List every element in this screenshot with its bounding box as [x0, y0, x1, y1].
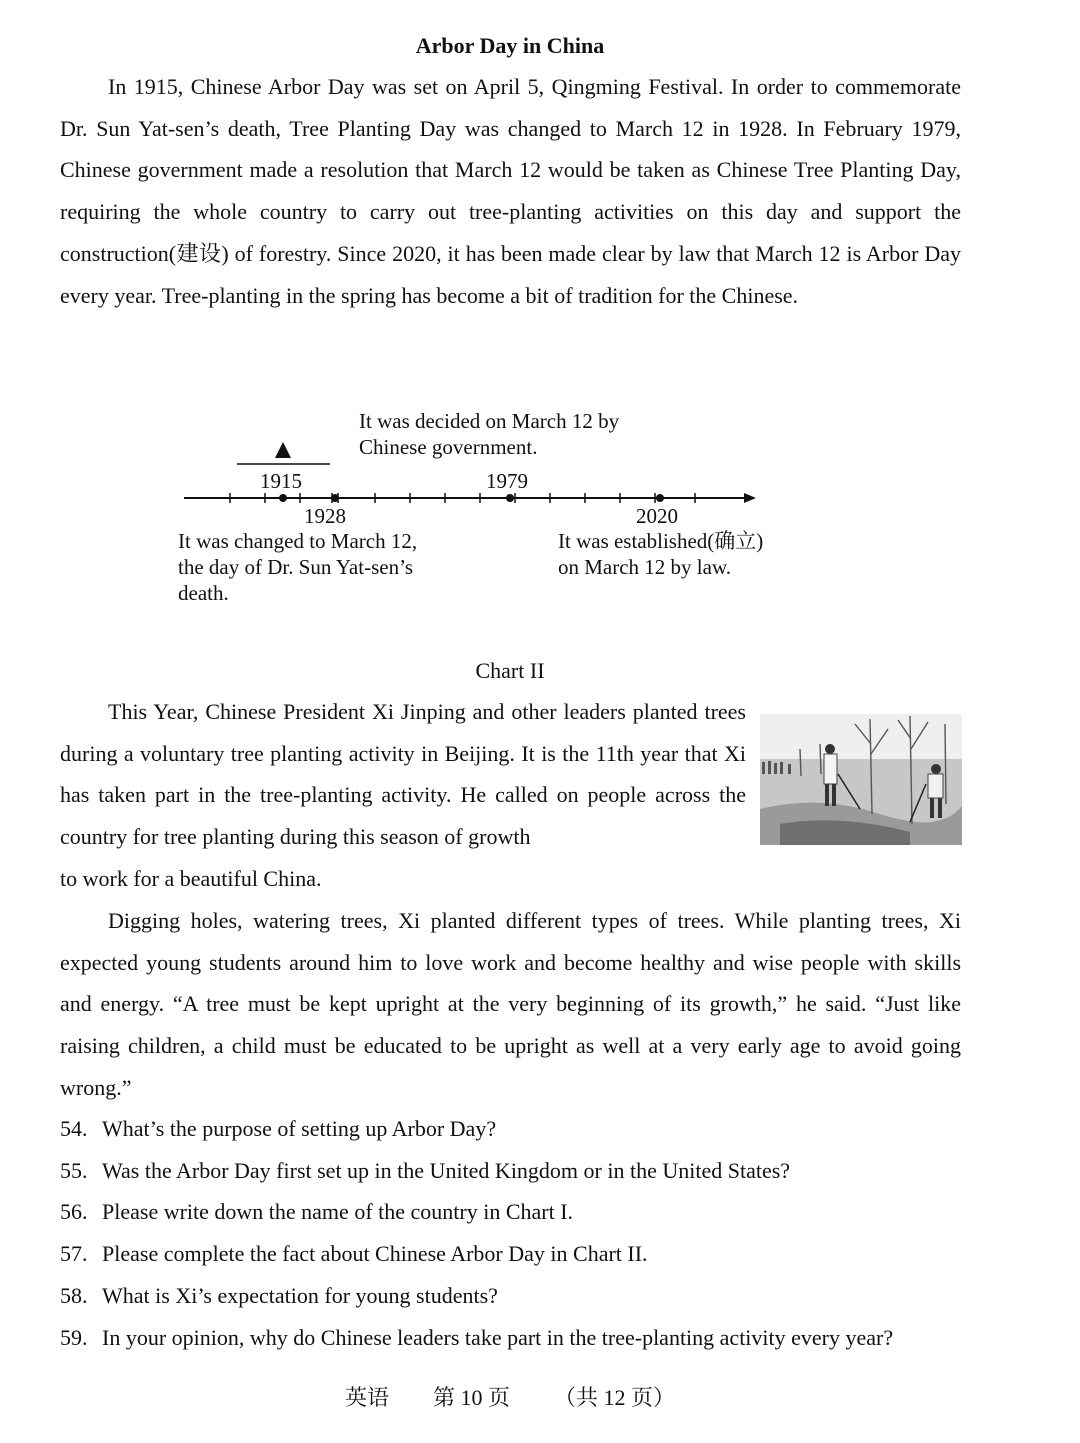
dot-2020: [656, 494, 664, 502]
footer-subject: 英语: [344, 1385, 389, 1410]
tree-planting-photo: [760, 714, 962, 845]
paragraph-expectation: Digging holes, watering trees, Xi planted different types of trees. While planting trees, Xi expected young students around him to love work and become healthy and wise people with skills and energy. “A tree must be kept upright at the very beginning of its growth,” he said. “Just like raising children, a child must be educated to be upright as well at a very early age to avoid going wrong.”: [60, 908, 961, 1100]
question-item: 55. Was the Arbor Day first set up in the United Kingdom or in the United States?: [60, 1157, 791, 1183]
footer-total: （共 12 页）: [554, 1385, 676, 1410]
question-item: 56. Please write down the name of the country in Chart I.: [60, 1199, 574, 1225]
note-2020-line2: on March 12 by law.: [558, 555, 732, 579]
page-footer: [0, 1382, 1020, 1414]
chart-ii-label: Chart II: [475, 658, 545, 683]
note-1928-line1: It was changed to March 12,: [178, 529, 418, 553]
question-item: 57. Please complete the fact about Chinese Arbor Day in Chart II.: [60, 1241, 648, 1267]
dot-1928: [331, 494, 339, 502]
paragraph-xi-planting: This Year, Chinese President Xi Jinping and other leaders planted trees during a voluntary tree planting activity in Beijing. It is the 11th year that Xi has taken part in the tree-planting activity. He called on people across the country for tree planting during this season of growth: [60, 699, 746, 850]
note-2020-line1: It was established(确立): [558, 529, 764, 553]
timeline-chart: [170, 400, 810, 615]
question-item: 54. What’s the purpose of setting up Arbor Day?: [60, 1116, 497, 1141]
note-1928-line2: the day of Dr. Sun Yat-sen’s: [178, 555, 414, 579]
year-1928: 1928: [304, 504, 346, 528]
note-1979-line2: Chinese government.: [359, 435, 538, 459]
note-1928-line3: death.: [178, 581, 229, 605]
question-item: 59. In your opinion, why do Chinese leaders take part in the tree-planting activity every year?: [60, 1324, 894, 1350]
year-1979: 1979: [486, 469, 528, 493]
paragraph-xi-planting-end: to work for a beautiful China.: [60, 866, 322, 891]
question-item: 58. What is Xi’s expectation for young students?: [60, 1282, 498, 1308]
axis-arrow-icon: [744, 493, 756, 503]
dot-1979: [506, 494, 514, 502]
question-list: [60, 1108, 893, 1358]
note-1979-line1: It was decided on March 12 by: [359, 409, 620, 433]
dot-1915: [279, 494, 287, 502]
triangle-marker-icon: [275, 442, 291, 458]
paragraph-intro: In 1915, Chinese Arbor Day was set on April 5, Qingming Festival. In order to commemorate Dr. Sun Yat-sen’s death, Tree Planting Day was changed to March 12 in 1928. In February 1979, Chinese government made a resolution that March 12 would be taken as Chinese Tree Planting Day, requiring the whole country to carry out tree-planting activities on this day and support the construction(建设) of forestry. Since 2020, it has been made clear by law that March 12 is Arbor Day every year. Tree-planting in the spring has become a bit of tradition for the Chinese.: [60, 74, 961, 308]
footer-page: 第 10 页: [432, 1385, 510, 1410]
article-title: Arbor Day in China: [415, 33, 605, 58]
year-1915: 1915: [260, 469, 302, 493]
year-2020: 2020: [636, 504, 678, 528]
